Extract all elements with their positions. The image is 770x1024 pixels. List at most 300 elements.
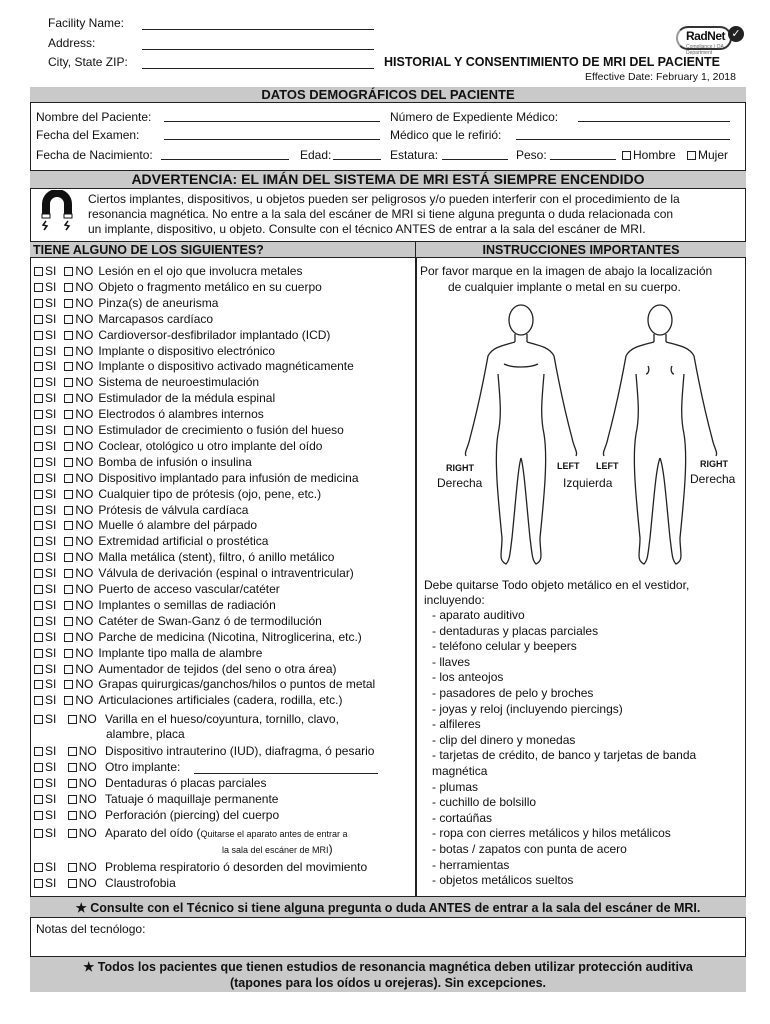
yes-checkbox[interactable] bbox=[34, 566, 56, 580]
facility-name-field[interactable] bbox=[48, 16, 124, 30]
question-label: Catéter de Swan-Ganz ó de termodilución bbox=[98, 613, 322, 628]
no-checkbox[interactable] bbox=[68, 776, 97, 790]
warning-text bbox=[88, 192, 680, 237]
no-checkbox[interactable] bbox=[64, 550, 93, 564]
yes-box[interactable] bbox=[34, 795, 43, 804]
yes-label: SI bbox=[45, 645, 57, 660]
no-checkbox[interactable] bbox=[64, 582, 93, 596]
question-row bbox=[34, 646, 262, 660]
no-box[interactable] bbox=[68, 863, 77, 872]
no-checkbox[interactable] bbox=[68, 860, 97, 874]
no-label: NO bbox=[78, 712, 97, 726]
facility-name-label: Facility Name: bbox=[48, 16, 125, 30]
no-box[interactable] bbox=[64, 696, 73, 705]
no-label: NO bbox=[75, 327, 94, 342]
hearing-note-cont bbox=[222, 842, 333, 857]
yes-checkbox[interactable] bbox=[34, 677, 56, 691]
yes-box[interactable] bbox=[34, 863, 43, 872]
height-line bbox=[442, 148, 508, 160]
left-label-es: Izquierda bbox=[563, 476, 613, 490]
yes-box[interactable] bbox=[34, 633, 43, 642]
yes-box[interactable] bbox=[34, 299, 43, 308]
no-box[interactable] bbox=[64, 506, 73, 515]
column-divider bbox=[415, 258, 417, 896]
no-checkbox[interactable] bbox=[64, 566, 93, 580]
hearing-paren: ) bbox=[328, 842, 333, 856]
no-checkbox[interactable] bbox=[64, 471, 93, 485]
yes-checkbox[interactable] bbox=[34, 296, 56, 310]
yes-box[interactable] bbox=[34, 394, 43, 403]
no-box[interactable] bbox=[68, 779, 77, 788]
remove-item: - pasadores de pelo y broches bbox=[432, 686, 594, 700]
remove-item: - teléfono celular y beepers bbox=[432, 639, 577, 654]
yes-box[interactable] bbox=[34, 537, 43, 546]
exam-date-field[interactable] bbox=[36, 128, 139, 142]
remove-item: - objetos metálicos sueltos bbox=[432, 873, 574, 888]
age-label: Edad: bbox=[300, 148, 332, 162]
male-label: Hombre bbox=[633, 148, 676, 162]
yes-box[interactable] bbox=[34, 585, 43, 594]
no-box[interactable] bbox=[64, 410, 73, 419]
radnet-logo bbox=[668, 22, 748, 54]
question-label: Cardioversor-desfibrilador implantado (ICD) bbox=[98, 327, 331, 342]
yes-label: SI bbox=[45, 327, 57, 342]
yes-label: SI bbox=[45, 677, 57, 692]
yes-checkbox[interactable] bbox=[34, 487, 56, 501]
yes-box[interactable] bbox=[34, 442, 43, 451]
male-box[interactable] bbox=[622, 151, 631, 160]
yes-box[interactable] bbox=[34, 521, 43, 530]
yes-label: SI bbox=[45, 295, 57, 310]
yes-label: SI bbox=[45, 438, 57, 453]
female-label: Mujer bbox=[698, 148, 729, 162]
no-checkbox[interactable] bbox=[68, 876, 97, 890]
yes-label: SI bbox=[45, 359, 57, 374]
yes-checkbox[interactable] bbox=[34, 776, 56, 790]
no-label: NO bbox=[75, 279, 94, 294]
hearing-protection-line-1: ★ Todos los pacientes que tienen estudios de resonancia magnética deben utilizar protección auditiva bbox=[83, 960, 693, 974]
question-label: Pinza(s) de aneurisma bbox=[98, 295, 219, 310]
question-row-iud bbox=[34, 744, 374, 758]
yes-checkbox[interactable] bbox=[34, 712, 56, 726]
question-label: Objeto o fragmento metálico en su cuerpo bbox=[98, 279, 322, 294]
no-checkbox[interactable] bbox=[64, 312, 93, 326]
no-checkbox[interactable] bbox=[68, 826, 97, 840]
yes-checkbox[interactable] bbox=[34, 407, 56, 421]
no-checkbox[interactable] bbox=[64, 677, 93, 691]
no-box[interactable] bbox=[64, 537, 73, 546]
question-label: Coclear, otológico u otro implante del oído bbox=[98, 438, 323, 453]
yes-box[interactable] bbox=[34, 347, 43, 356]
yes-label: SI bbox=[45, 343, 57, 358]
age-field[interactable] bbox=[300, 148, 331, 162]
no-box[interactable] bbox=[64, 283, 73, 292]
yes-box[interactable] bbox=[34, 506, 43, 515]
yes-label: SI bbox=[45, 423, 57, 437]
no-box[interactable] bbox=[68, 747, 77, 756]
city-state-zip-field[interactable] bbox=[48, 55, 128, 69]
yes-label: SI bbox=[45, 661, 57, 676]
question-row-tattoo bbox=[34, 792, 278, 806]
yes-checkbox[interactable] bbox=[34, 439, 56, 453]
no-checkbox[interactable] bbox=[68, 760, 97, 774]
yes-box[interactable] bbox=[34, 747, 43, 756]
patient-name-field[interactable] bbox=[36, 110, 151, 124]
no-box[interactable] bbox=[68, 715, 77, 724]
question-row-other bbox=[34, 760, 180, 774]
birth-date-field[interactable] bbox=[36, 148, 153, 162]
yes-box[interactable] bbox=[34, 649, 43, 658]
yes-box[interactable] bbox=[34, 378, 43, 387]
question-row bbox=[34, 518, 257, 532]
yes-checkbox[interactable] bbox=[34, 662, 56, 676]
question-row bbox=[34, 264, 302, 278]
question-row bbox=[34, 534, 268, 548]
no-label: NO bbox=[75, 534, 94, 549]
remove-item: - aparato auditivo bbox=[432, 608, 525, 622]
question-row bbox=[34, 662, 337, 676]
yes-box[interactable] bbox=[34, 715, 43, 724]
question-row bbox=[34, 614, 322, 628]
no-box[interactable] bbox=[64, 362, 73, 371]
question-label: Parche de medicina (Nicotina, Nitroglicerina, etc.) bbox=[98, 629, 362, 644]
question-label: Marcapasos cardíaco bbox=[98, 311, 214, 326]
no-checkbox[interactable] bbox=[64, 280, 93, 294]
no-box[interactable] bbox=[64, 426, 73, 435]
no-checkbox[interactable] bbox=[64, 391, 93, 405]
no-box[interactable] bbox=[64, 299, 73, 308]
no-checkbox[interactable] bbox=[68, 744, 97, 758]
question-row bbox=[34, 312, 213, 326]
birth-date-line bbox=[161, 148, 289, 160]
height-field[interactable] bbox=[390, 148, 438, 162]
yes-box[interactable] bbox=[34, 490, 43, 499]
no-label: NO bbox=[75, 311, 94, 326]
other-implant-line[interactable] bbox=[194, 762, 378, 774]
yes-label: SI bbox=[45, 712, 57, 726]
question-row bbox=[34, 455, 252, 469]
no-box[interactable] bbox=[64, 585, 73, 594]
no-checkbox[interactable] bbox=[64, 344, 93, 358]
no-box[interactable] bbox=[64, 569, 73, 578]
no-checkbox[interactable] bbox=[68, 792, 97, 806]
question-row bbox=[34, 566, 354, 580]
instructions-heading: INSTRUCCIONES IMPORTANTES bbox=[415, 241, 746, 258]
question-label: Aumentador de tejidos (del seno o otra área) bbox=[98, 661, 337, 676]
question-label: Problema respiratorio ó desorden del movimiento bbox=[105, 860, 368, 874]
yes-checkbox[interactable] bbox=[34, 876, 56, 890]
question-row bbox=[34, 471, 359, 485]
yes-checkbox[interactable] bbox=[34, 792, 56, 806]
no-checkbox[interactable] bbox=[64, 359, 93, 373]
yes-label: SI bbox=[45, 454, 57, 469]
no-checkbox[interactable] bbox=[64, 662, 93, 676]
yes-box[interactable] bbox=[34, 696, 43, 705]
no-box[interactable] bbox=[68, 879, 77, 888]
no-box[interactable] bbox=[64, 315, 73, 324]
yes-checkbox[interactable] bbox=[34, 550, 56, 564]
question-label: Implante tipo malla de alambre bbox=[98, 645, 263, 660]
no-label: NO bbox=[75, 645, 94, 660]
yes-box[interactable] bbox=[34, 811, 43, 820]
no-checkbox[interactable] bbox=[64, 646, 93, 660]
question-label: Grapas quirurgicas/ganchos/hilos o puntos de metal bbox=[98, 677, 376, 692]
question-row bbox=[34, 630, 362, 644]
yes-checkbox[interactable] bbox=[34, 693, 56, 707]
no-box[interactable] bbox=[64, 267, 73, 276]
no-box[interactable] bbox=[68, 829, 77, 838]
form-title: HISTORIAL Y CONSENTIMIENTO DE MRI DEL PACIENTE bbox=[384, 55, 720, 69]
yes-checkbox[interactable] bbox=[34, 312, 56, 326]
no-checkbox[interactable] bbox=[64, 534, 93, 548]
yes-checkbox[interactable] bbox=[34, 630, 56, 644]
question-row-hearing bbox=[34, 826, 348, 841]
yes-checkbox[interactable] bbox=[34, 280, 56, 294]
patient-name-line bbox=[164, 110, 380, 122]
no-box[interactable] bbox=[64, 665, 73, 674]
yes-checkbox[interactable] bbox=[34, 455, 56, 469]
no-checkbox[interactable] bbox=[64, 375, 93, 389]
yes-checkbox[interactable] bbox=[34, 471, 56, 485]
yes-checkbox[interactable] bbox=[34, 646, 56, 660]
yes-checkbox[interactable] bbox=[34, 328, 56, 342]
city-state-zip-label: City, State ZIP: bbox=[48, 55, 128, 69]
question-row bbox=[34, 550, 334, 564]
yes-box[interactable] bbox=[34, 267, 43, 276]
remove-item: - joyas y reloj (incluyendo piercings) bbox=[432, 701, 623, 716]
question-row bbox=[34, 344, 275, 358]
mark-instruction-1: Por favor marque en la imagen de abajo la localización bbox=[420, 264, 713, 278]
yes-box[interactable] bbox=[34, 362, 43, 371]
yes-label: SI bbox=[45, 744, 57, 758]
no-label: NO bbox=[78, 792, 97, 806]
remove-item: - botas / zapatos con punta de acero bbox=[432, 842, 627, 856]
no-checkbox[interactable] bbox=[64, 439, 93, 453]
no-box[interactable] bbox=[64, 474, 73, 483]
yes-checkbox[interactable] bbox=[34, 582, 56, 596]
no-box[interactable] bbox=[64, 378, 73, 387]
yes-box[interactable] bbox=[34, 665, 43, 674]
question-row bbox=[34, 280, 322, 294]
female-checkbox[interactable] bbox=[687, 148, 728, 162]
no-box[interactable] bbox=[64, 442, 73, 451]
yes-checkbox[interactable] bbox=[34, 518, 56, 532]
question-label: Bomba de infusión o insulina bbox=[98, 454, 252, 469]
no-box[interactable] bbox=[64, 601, 73, 610]
body-diagram[interactable] bbox=[440, 298, 740, 574]
no-label: NO bbox=[75, 407, 94, 422]
yes-box[interactable] bbox=[34, 601, 43, 610]
back-right-label-es: Derecha bbox=[690, 472, 736, 486]
yes-checkbox[interactable] bbox=[34, 760, 56, 774]
yes-label: SI bbox=[45, 311, 57, 326]
yes-box[interactable] bbox=[34, 829, 43, 838]
question-label: Otro implante: bbox=[105, 760, 181, 774]
question-row bbox=[34, 677, 375, 691]
hearing-note: Quitarse el aparato antes de entrar a bbox=[200, 829, 348, 839]
no-label: NO bbox=[75, 375, 94, 390]
no-box[interactable] bbox=[64, 331, 73, 340]
yes-box[interactable] bbox=[34, 315, 43, 324]
no-box[interactable] bbox=[64, 617, 73, 626]
question-row bbox=[34, 359, 354, 373]
yes-box[interactable] bbox=[34, 617, 43, 626]
no-checkbox[interactable] bbox=[64, 518, 93, 532]
no-checkbox[interactable] bbox=[64, 693, 93, 707]
yes-checkbox[interactable] bbox=[34, 344, 56, 358]
no-box[interactable] bbox=[64, 347, 73, 356]
yes-label: SI bbox=[45, 518, 57, 533]
yes-checkbox[interactable] bbox=[34, 423, 56, 437]
no-label: NO bbox=[78, 860, 97, 874]
yes-checkbox[interactable] bbox=[34, 860, 56, 874]
remove-item: - llaves bbox=[432, 654, 471, 669]
yes-box[interactable] bbox=[34, 569, 43, 578]
yes-box[interactable] bbox=[34, 331, 43, 340]
no-checkbox[interactable] bbox=[64, 328, 93, 342]
yes-box[interactable] bbox=[34, 553, 43, 562]
no-box[interactable] bbox=[64, 553, 73, 562]
no-checkbox[interactable] bbox=[64, 423, 93, 437]
no-checkbox[interactable] bbox=[64, 598, 93, 612]
yes-label: SI bbox=[45, 597, 57, 612]
no-label: NO bbox=[75, 597, 94, 612]
no-box[interactable] bbox=[64, 458, 73, 467]
question-row-rod-cont: alambre, placa bbox=[106, 727, 185, 741]
yes-label: SI bbox=[45, 391, 57, 406]
question-label: Dentaduras ó placas parciales bbox=[105, 776, 267, 790]
no-label: NO bbox=[78, 808, 97, 822]
yes-checkbox[interactable] bbox=[34, 359, 56, 373]
no-checkbox[interactable] bbox=[64, 407, 93, 421]
yes-checkbox[interactable] bbox=[34, 264, 56, 278]
yes-box[interactable] bbox=[34, 779, 43, 788]
yes-box[interactable] bbox=[34, 474, 43, 483]
remove-item: - cortaúñas bbox=[432, 810, 493, 825]
hearing-protection-line-2: (tapones para los oídos u orejeras). Sin excepciones. bbox=[229, 976, 547, 990]
yes-checkbox[interactable] bbox=[34, 826, 56, 840]
address-field[interactable] bbox=[48, 36, 95, 50]
remove-instruction-1: Debe quitarse Todo objeto metálico en el vestidor, bbox=[424, 578, 690, 592]
yes-label: SI bbox=[45, 629, 57, 644]
question-label: Electrodos ó alambres internos bbox=[98, 407, 264, 422]
no-box[interactable] bbox=[64, 649, 73, 658]
no-checkbox[interactable] bbox=[64, 487, 93, 501]
question-row bbox=[34, 375, 259, 389]
no-box[interactable] bbox=[64, 680, 73, 689]
front-right-label-en: RIGHT bbox=[446, 463, 474, 473]
male-checkbox[interactable] bbox=[622, 148, 676, 162]
female-box[interactable] bbox=[687, 151, 696, 160]
no-label: NO bbox=[75, 550, 94, 565]
back-body-figure bbox=[603, 305, 716, 564]
no-box[interactable] bbox=[64, 490, 73, 499]
yes-box[interactable] bbox=[34, 283, 43, 292]
yes-label: SI bbox=[45, 264, 57, 278]
no-label: NO bbox=[75, 502, 94, 517]
no-label: NO bbox=[75, 613, 94, 628]
yes-checkbox[interactable] bbox=[34, 503, 56, 517]
yes-label: SI bbox=[45, 502, 57, 517]
age-line bbox=[333, 148, 381, 160]
question-row bbox=[34, 407, 264, 421]
yes-checkbox[interactable] bbox=[34, 598, 56, 612]
warning-line-1: Ciertos implantes, dispositivos, u objetos pueden ser peligrosos y/o pueden interferir con el procedimiento de la bbox=[88, 192, 680, 206]
no-box[interactable] bbox=[68, 763, 77, 772]
question-label: Dispositivo intrauterino (IUD), diafragma, ó pesario bbox=[105, 744, 375, 758]
remove-instruction-2: incluyendo: bbox=[424, 593, 485, 607]
yes-label: SI bbox=[45, 776, 57, 790]
question-row bbox=[34, 391, 275, 405]
address-label: Address: bbox=[48, 36, 96, 50]
yes-checkbox[interactable] bbox=[34, 808, 56, 822]
referring-doctor-field[interactable] bbox=[390, 128, 501, 142]
no-label: NO bbox=[78, 876, 97, 890]
weight-field[interactable] bbox=[516, 148, 547, 162]
no-label: NO bbox=[75, 518, 94, 533]
question-row bbox=[34, 296, 218, 310]
yes-label: SI bbox=[45, 407, 57, 422]
yes-label: SI bbox=[45, 582, 57, 596]
no-checkbox[interactable] bbox=[64, 264, 93, 278]
no-label: NO bbox=[75, 677, 94, 692]
no-checkbox[interactable] bbox=[64, 614, 93, 628]
yes-box[interactable] bbox=[34, 763, 43, 772]
question-label: Válvula de derivación (espinal o intraventricular) bbox=[98, 566, 354, 581]
no-box[interactable] bbox=[64, 633, 73, 642]
yes-box[interactable] bbox=[34, 458, 43, 467]
no-checkbox[interactable] bbox=[64, 296, 93, 310]
yes-box[interactable] bbox=[34, 879, 43, 888]
no-checkbox[interactable] bbox=[64, 503, 93, 517]
yes-label: SI bbox=[45, 534, 57, 549]
question-label: Malla metálica (stent), filtro, ó anillo metálico bbox=[98, 550, 335, 565]
front-body-figure bbox=[465, 305, 576, 564]
question-label: Implante o dispositivo electrónico bbox=[98, 343, 276, 358]
yes-label: SI bbox=[45, 470, 57, 485]
no-label: NO bbox=[78, 826, 97, 840]
no-box[interactable] bbox=[68, 811, 77, 820]
no-label: NO bbox=[75, 629, 94, 644]
no-checkbox[interactable] bbox=[68, 808, 97, 822]
back-right-label-en: RIGHT bbox=[700, 459, 728, 469]
logo-text: RadNet bbox=[686, 29, 726, 43]
yes-checkbox[interactable] bbox=[34, 391, 56, 405]
yes-checkbox[interactable] bbox=[34, 744, 56, 758]
no-label: NO bbox=[75, 693, 94, 708]
yes-box[interactable] bbox=[34, 426, 43, 435]
no-checkbox[interactable] bbox=[64, 630, 93, 644]
yes-checkbox[interactable] bbox=[34, 375, 56, 389]
question-label: Tatuaje ó maquillaje permanente bbox=[105, 792, 279, 806]
yes-checkbox[interactable] bbox=[34, 534, 56, 548]
exam-date-line bbox=[164, 128, 380, 140]
yes-box[interactable] bbox=[34, 680, 43, 689]
yes-box[interactable] bbox=[34, 410, 43, 419]
question-row-rod bbox=[34, 712, 339, 726]
no-label: NO bbox=[75, 566, 94, 581]
no-checkbox[interactable] bbox=[68, 712, 97, 726]
record-number-line bbox=[578, 110, 730, 122]
record-number-field[interactable] bbox=[390, 110, 558, 124]
question-label: Estimulador de crecimiento o fusión del hueso bbox=[98, 423, 344, 437]
magnet-icon bbox=[38, 190, 78, 234]
no-box[interactable] bbox=[64, 394, 73, 403]
yes-checkbox[interactable] bbox=[34, 614, 56, 628]
no-box[interactable] bbox=[64, 521, 73, 530]
no-checkbox[interactable] bbox=[64, 455, 93, 469]
no-box[interactable] bbox=[68, 795, 77, 804]
